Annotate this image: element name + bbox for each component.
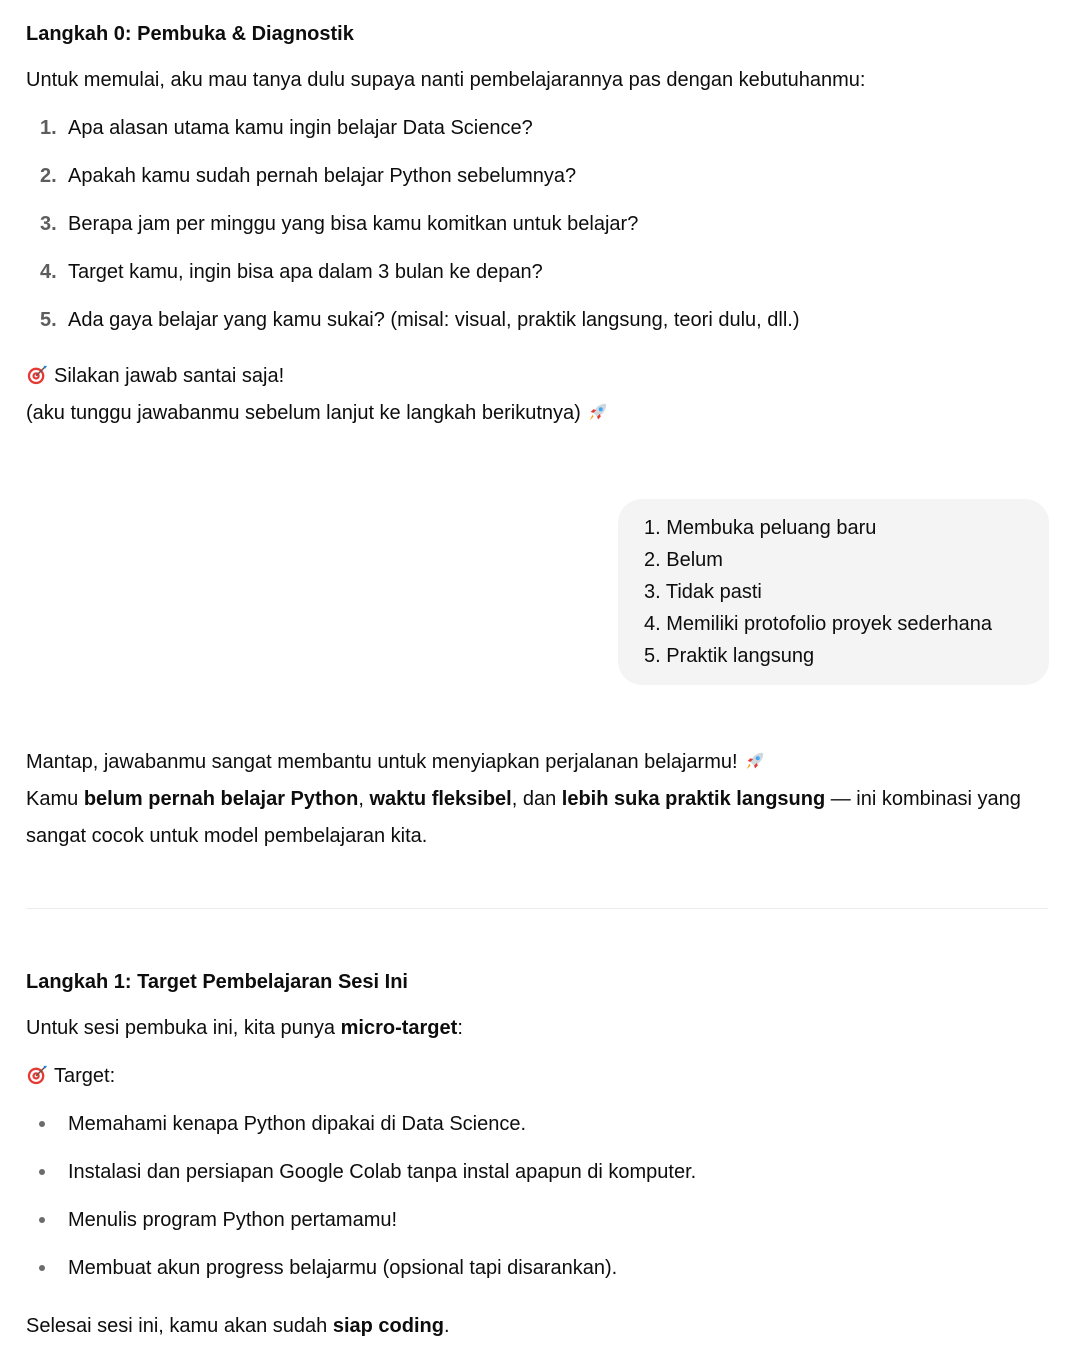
rocket-icon xyxy=(587,401,609,423)
bullet xyxy=(26,1244,68,1292)
target-label: Target: xyxy=(26,1052,1048,1100)
user-message-bubble xyxy=(618,499,1049,685)
step0-intro: Untuk memulai, aku mau tanya dulu supaya nanti pembelajarannya pas dengan kebutuhanmu: xyxy=(26,69,866,91)
bullet xyxy=(26,1148,68,1196)
assistant-message-3 xyxy=(26,960,1048,1350)
user-answer-line: 4. Memiliki protofolio proyek sederhana xyxy=(644,613,992,635)
list-item: Instalasi dan persiapan Google Colab tanpa instal apapun di komputer. xyxy=(26,1148,1048,1196)
list-item: 3. Berapa jam per minggu yang bisa kamu komitkan untuk belajar? xyxy=(40,213,639,235)
list-item: Menulis program Python pertamamu! xyxy=(26,1196,1048,1244)
bullet xyxy=(26,1196,68,1244)
target-icon xyxy=(26,364,48,386)
target-list xyxy=(26,1100,1048,1292)
assistant-message-1 xyxy=(26,12,1048,432)
reply-line-1: Mantap, jawabanmu sangat membantu untuk menyiapkan perjalanan belajarmu! xyxy=(26,744,1048,781)
user-answer-line: 2. Belum xyxy=(644,549,723,571)
list-item: 2. Apakah kamu sudah pernah belajar Python sebelumnya? xyxy=(40,165,577,187)
step1-outro: Selesai sesi ini, kamu akan sudah siap coding. xyxy=(26,1315,450,1337)
section-divider xyxy=(26,908,1048,909)
question-list xyxy=(26,104,1048,344)
list-item: Membuat akun progress belajarmu (opsional tapi disarankan). xyxy=(26,1244,1048,1292)
list-item: 5. Ada gaya belajar yang kamu sukai? (misal: visual, praktik langsung, teori dulu, dll.) xyxy=(40,309,800,331)
list-item: 4. Target kamu, ingin bisa apa dalam 3 bulan ke depan? xyxy=(40,261,543,283)
list-item: Memahami kenapa Python dipakai di Data Science. xyxy=(26,1100,1048,1148)
user-answer-line: 1. Membuka peluang baru xyxy=(644,517,877,539)
user-answer-line: 5. Praktik langsung xyxy=(644,645,815,667)
user-answer-line: 3. Tidak pasti xyxy=(644,581,762,603)
assistant-message-2 xyxy=(26,744,1048,855)
step1-heading: Langkah 1: Target Pembelajaran Sesi Ini xyxy=(26,971,408,993)
step1-intro: Untuk sesi pembuka ini, kita punya micro-target: xyxy=(26,1017,463,1039)
step0-heading: Langkah 0: Pembuka & Diagnostik xyxy=(26,23,354,45)
closing-line-1: Silakan jawab santai saja! xyxy=(26,358,1048,395)
list-item: 1. Apa alasan utama kamu ingin belajar Data Science? xyxy=(40,117,533,139)
bullet xyxy=(26,1100,68,1148)
target-icon xyxy=(26,1064,48,1086)
reply-line-2: Kamu belum pernah belajar Python, waktu fleksibel, dan lebih suka praktik langsung — ini kombinasi yang sangat cocok untuk model pembelajaran kita. xyxy=(26,788,1021,847)
closing-line-2: (aku tunggu jawabanmu sebelum lanjut ke langkah berikutnya) xyxy=(26,395,1048,432)
rocket-icon xyxy=(744,750,766,772)
